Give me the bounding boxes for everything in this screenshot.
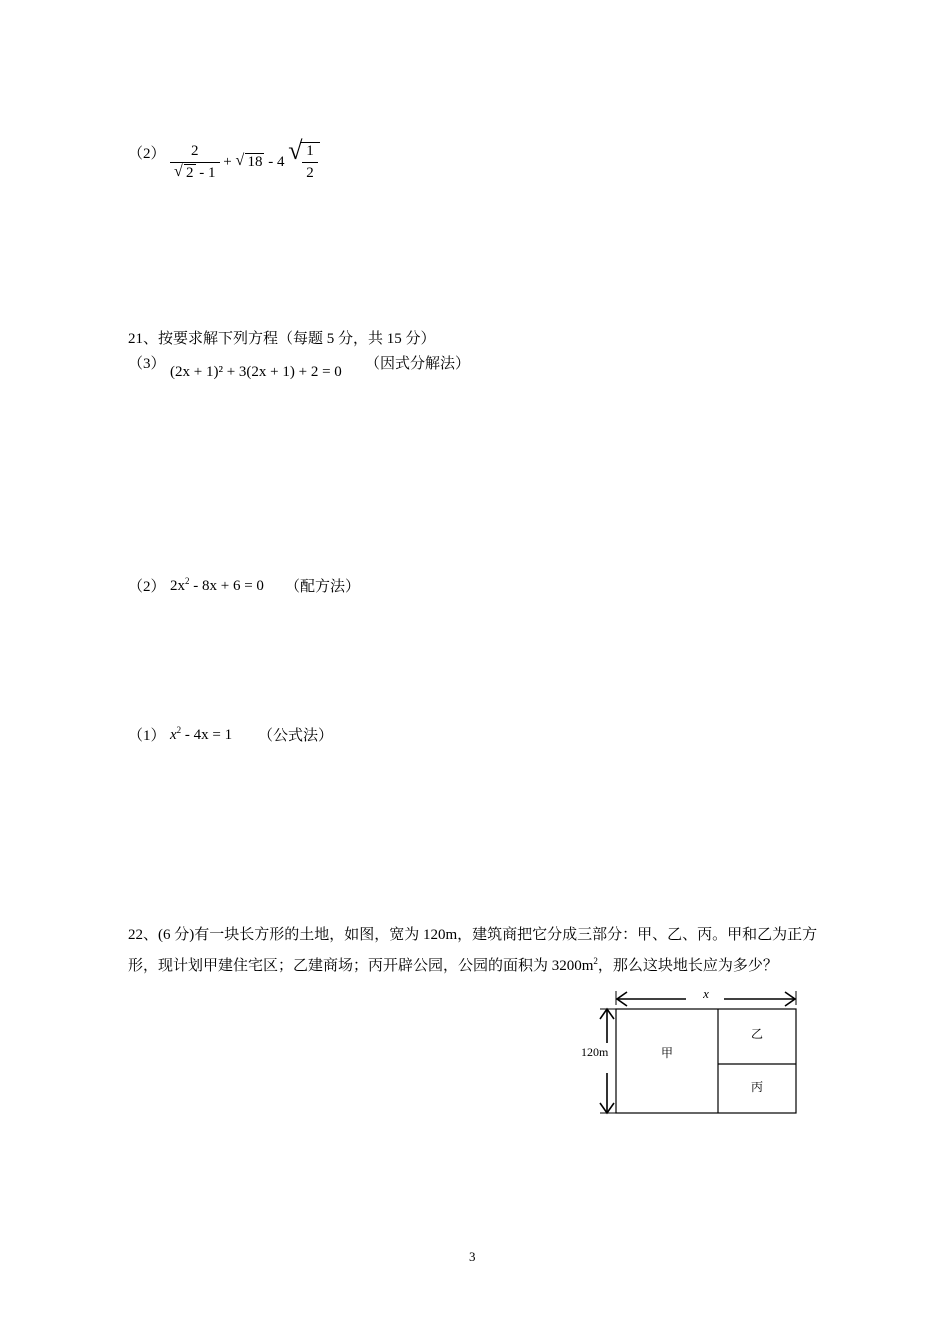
- q21-part3-method: （因式分解法）: [365, 356, 471, 372]
- region-yi: 乙: [750, 1027, 764, 1041]
- x-label: x: [703, 986, 709, 1001]
- side-dimension-arrow: [600, 1009, 616, 1113]
- land-diagram: [570, 985, 810, 1125]
- q21-part1-method: （公式法）: [258, 728, 334, 744]
- q20-part2-label: （2）: [128, 146, 166, 162]
- q21-part1-equation: $x^2 - 4x = 1$: [170, 725, 233, 743]
- sqrt-symbol: √ $\frac{1}{2}$: [288, 142, 320, 182]
- page-number: 3: [469, 1249, 476, 1264]
- q20-part2-expression: 2 √ 2 - 1 + √ 18 - 4 √ $\frac{1}{2}$: [170, 142, 320, 182]
- land-outline: [616, 1009, 796, 1113]
- q21-title: 21、按要求解下列方程（每题 5 分，共 15 分）: [128, 331, 436, 347]
- q21-part3-label: （3）: [128, 356, 166, 372]
- q21-part2-equation: $2x^2 - 8x + 6 = 0$: [170, 576, 264, 594]
- sqrt-symbol: √ 18: [235, 151, 263, 170]
- q22-text: 22、(6 分)有一块长方形的土地，如图，宽为 120m，建筑商把它分成三部分：甲、乙、丙。甲和乙为正方形，现计划甲建住宅区；乙建商场；丙开辟公园，公园的面积为 $3200m^2$，那么这块地长应为多少？: [128, 927, 818, 974]
- q21-part1-label: （1）: [128, 728, 166, 744]
- fraction: 2 √ 2 - 1: [170, 143, 220, 182]
- q21-part3-equation: (2x + 1)² + 3(2x + 1) + 2 = 0: [170, 364, 342, 380]
- q21-part2-method: （配方法）: [285, 579, 361, 595]
- region-bing: 丙: [750, 1080, 764, 1094]
- width-label: 120m: [581, 1045, 609, 1059]
- q21-part2-label: （2）: [128, 579, 166, 595]
- region-jia: 甲: [660, 1046, 674, 1060]
- sqrt-symbol: √ 2: [174, 163, 194, 181]
